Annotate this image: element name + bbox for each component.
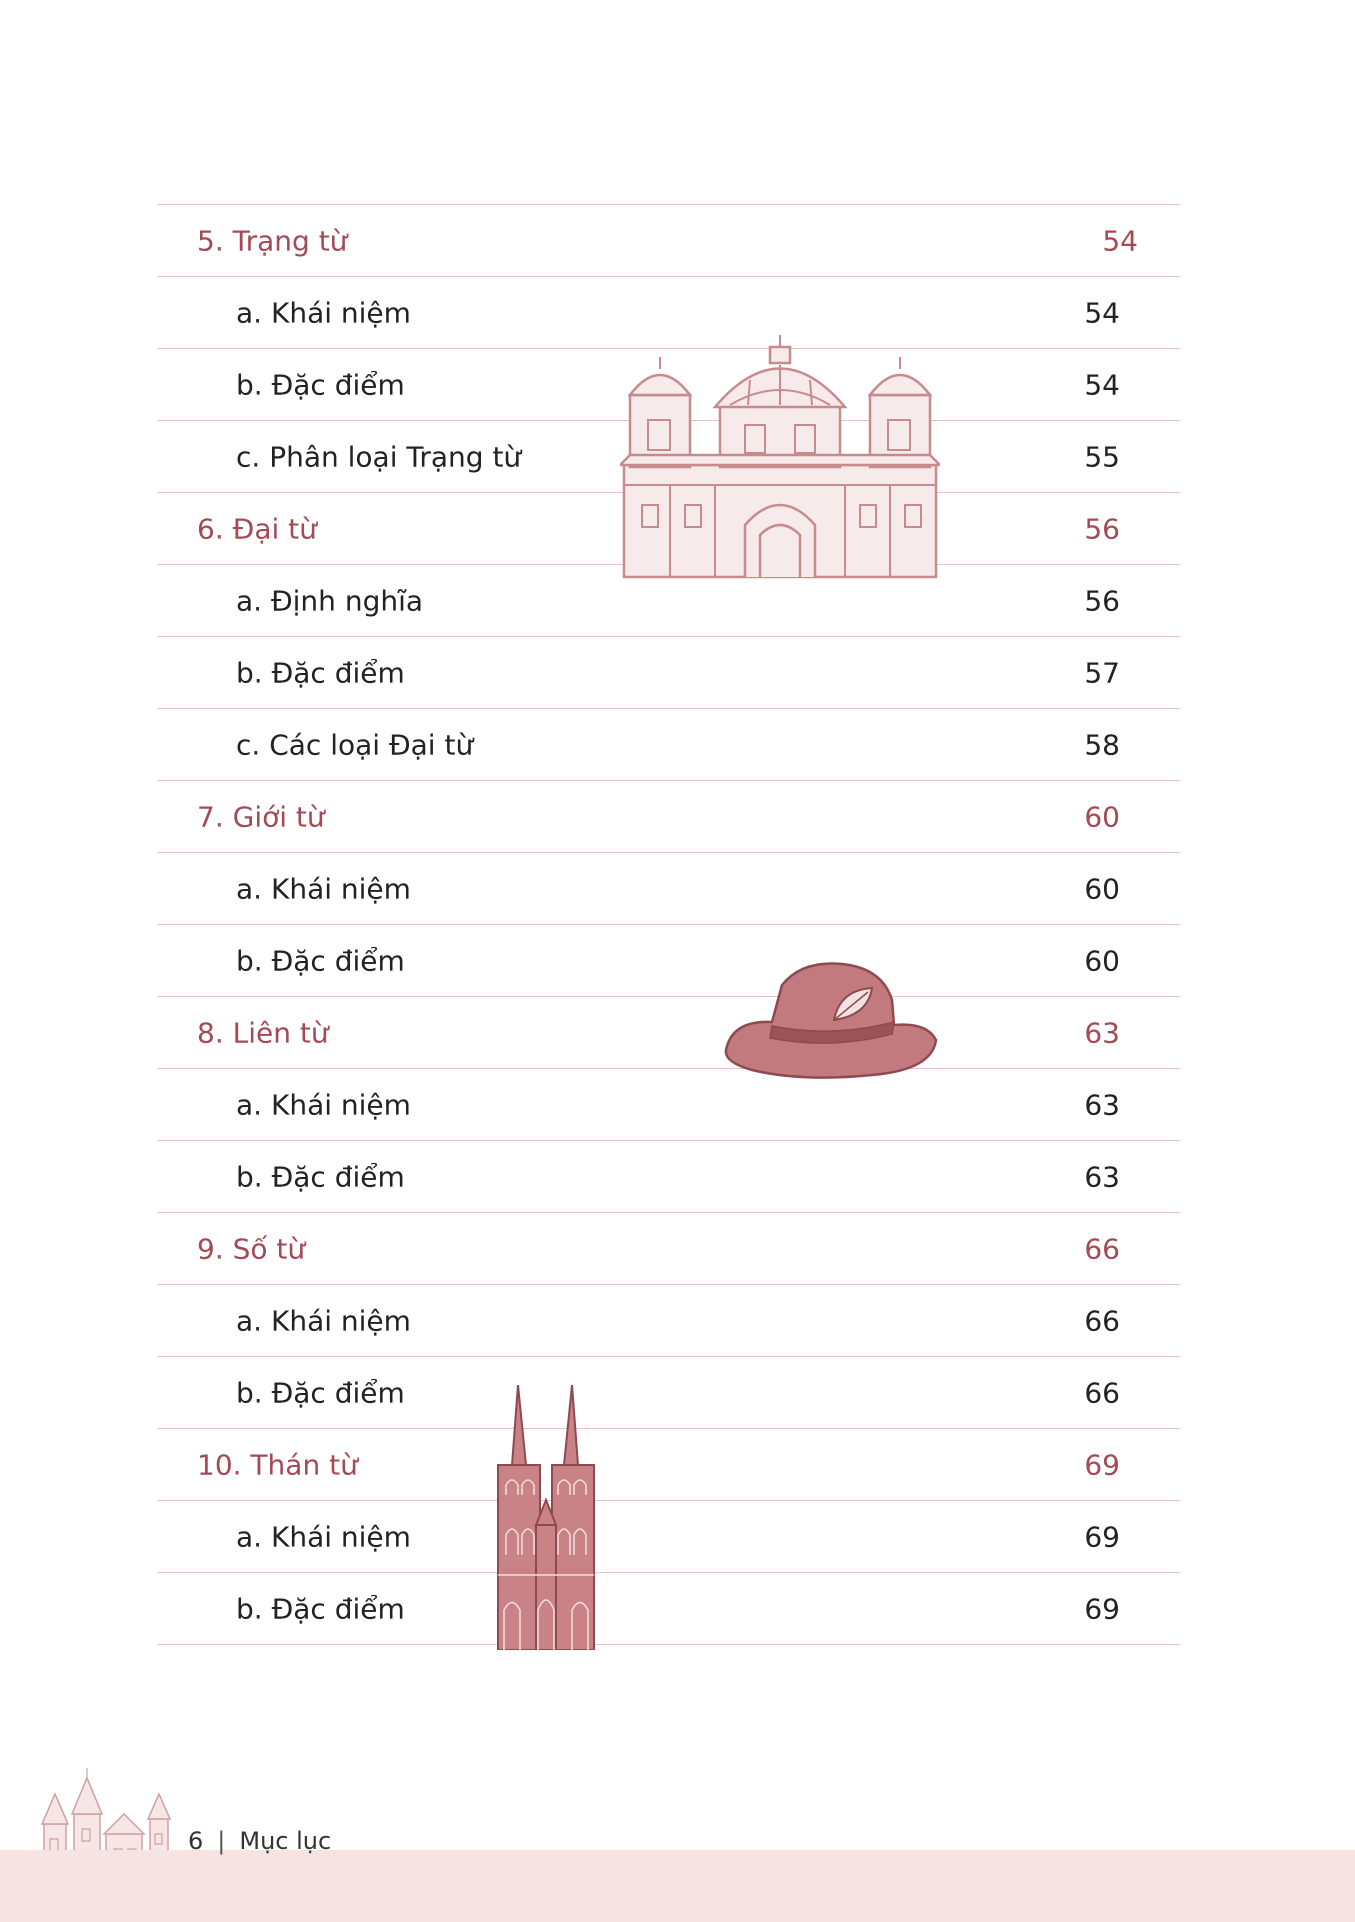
- toc-page-number: 69: [1084, 1520, 1120, 1553]
- toc-entry-title: 8. Liên từ: [197, 1016, 329, 1049]
- toc-entry-title: a. Khái niệm: [236, 1304, 411, 1337]
- toc-entry-title: b. Đặc điểm: [236, 368, 405, 401]
- toc-entry-title: b. Đặc điểm: [236, 1592, 405, 1625]
- toc-subsection-row[interactable]: [157, 925, 1180, 997]
- toc-page-number: 66: [1084, 1304, 1120, 1337]
- toc-page-number: 60: [1084, 944, 1120, 977]
- toc-entry-title: b. Đặc điểm: [236, 944, 405, 977]
- toc-entry-title: 6. Đại từ: [197, 512, 317, 545]
- toc-entry-title: 10. Thán từ: [197, 1448, 358, 1481]
- toc-subsection-row[interactable]: [157, 1069, 1180, 1141]
- toc-subsection-row[interactable]: [157, 1285, 1180, 1357]
- toc-page-number: 69: [1084, 1592, 1120, 1625]
- toc-subsection-row[interactable]: [157, 709, 1180, 781]
- toc-entry-title: 9. Số từ: [197, 1232, 306, 1265]
- toc-entry-title: a. Khái niệm: [236, 296, 411, 329]
- page-footer: [188, 1826, 331, 1856]
- toc-page-number: 60: [1084, 800, 1120, 833]
- section-title: Mục lục: [239, 1827, 332, 1855]
- toc-page-number: 63: [1084, 1088, 1120, 1121]
- toc-entry-title: a. Định nghĩa: [236, 584, 424, 617]
- toc-page-number: 69: [1084, 1448, 1120, 1481]
- toc-chapter-row[interactable]: [157, 997, 1180, 1069]
- toc-page-number: 54: [1084, 368, 1120, 401]
- toc-subsection-row[interactable]: [157, 1357, 1180, 1429]
- toc-page-number: 54: [1102, 224, 1138, 257]
- toc-chapter-row[interactable]: [157, 781, 1180, 853]
- toc-subsection-row[interactable]: [157, 1573, 1180, 1645]
- toc-page-number: 60: [1084, 872, 1120, 905]
- toc-entry-title: b. Đặc điểm: [236, 1376, 405, 1409]
- footer-band: [0, 1850, 1355, 1922]
- toc-page-number: 66: [1084, 1232, 1120, 1265]
- gothic-cathedral-icon: [490, 1385, 602, 1650]
- toc-subsection-row[interactable]: [157, 853, 1180, 925]
- toc-page-number: 66: [1084, 1376, 1120, 1409]
- toc-entry-title: a. Khái niệm: [236, 1520, 411, 1553]
- toc-entry-title: a. Khái niệm: [236, 1088, 411, 1121]
- hat-icon: [722, 960, 940, 1080]
- toc-entry-title: b. Đặc điểm: [236, 1160, 405, 1193]
- toc-entry-title: c. Các loại Đại từ: [236, 728, 474, 761]
- toc-page-number: 56: [1084, 512, 1120, 545]
- toc-page-number: 56: [1084, 584, 1120, 617]
- toc-entry-title: 5. Trạng từ: [197, 224, 348, 257]
- footer-separator: |: [217, 1827, 226, 1855]
- toc-subsection-row[interactable]: [157, 637, 1180, 709]
- page-number: 6: [188, 1827, 204, 1855]
- toc-page-number: 63: [1084, 1160, 1120, 1193]
- toc-page-number: 57: [1084, 656, 1120, 689]
- toc-chapter-row[interactable]: [157, 1213, 1180, 1285]
- toc-subsection-row[interactable]: [157, 1141, 1180, 1213]
- toc-chapter-row[interactable]: [157, 205, 1180, 277]
- toc-entry-title: c. Phân loại Trạng từ: [236, 440, 522, 473]
- toc-chapter-row[interactable]: [157, 1429, 1180, 1501]
- toc-entry-title: a. Khái niệm: [236, 872, 411, 905]
- toc-subsection-row[interactable]: [157, 1501, 1180, 1573]
- toc-page-number: 63: [1084, 1016, 1120, 1049]
- toc-entry-title: b. Đặc điểm: [236, 656, 405, 689]
- toc-page-number: 55: [1084, 440, 1120, 473]
- toc-entry-title: 7. Giới từ: [197, 800, 325, 833]
- toc-page-number: 54: [1084, 296, 1120, 329]
- toc-page-number: 58: [1084, 728, 1120, 761]
- domed-cathedral-icon: [620, 335, 940, 580]
